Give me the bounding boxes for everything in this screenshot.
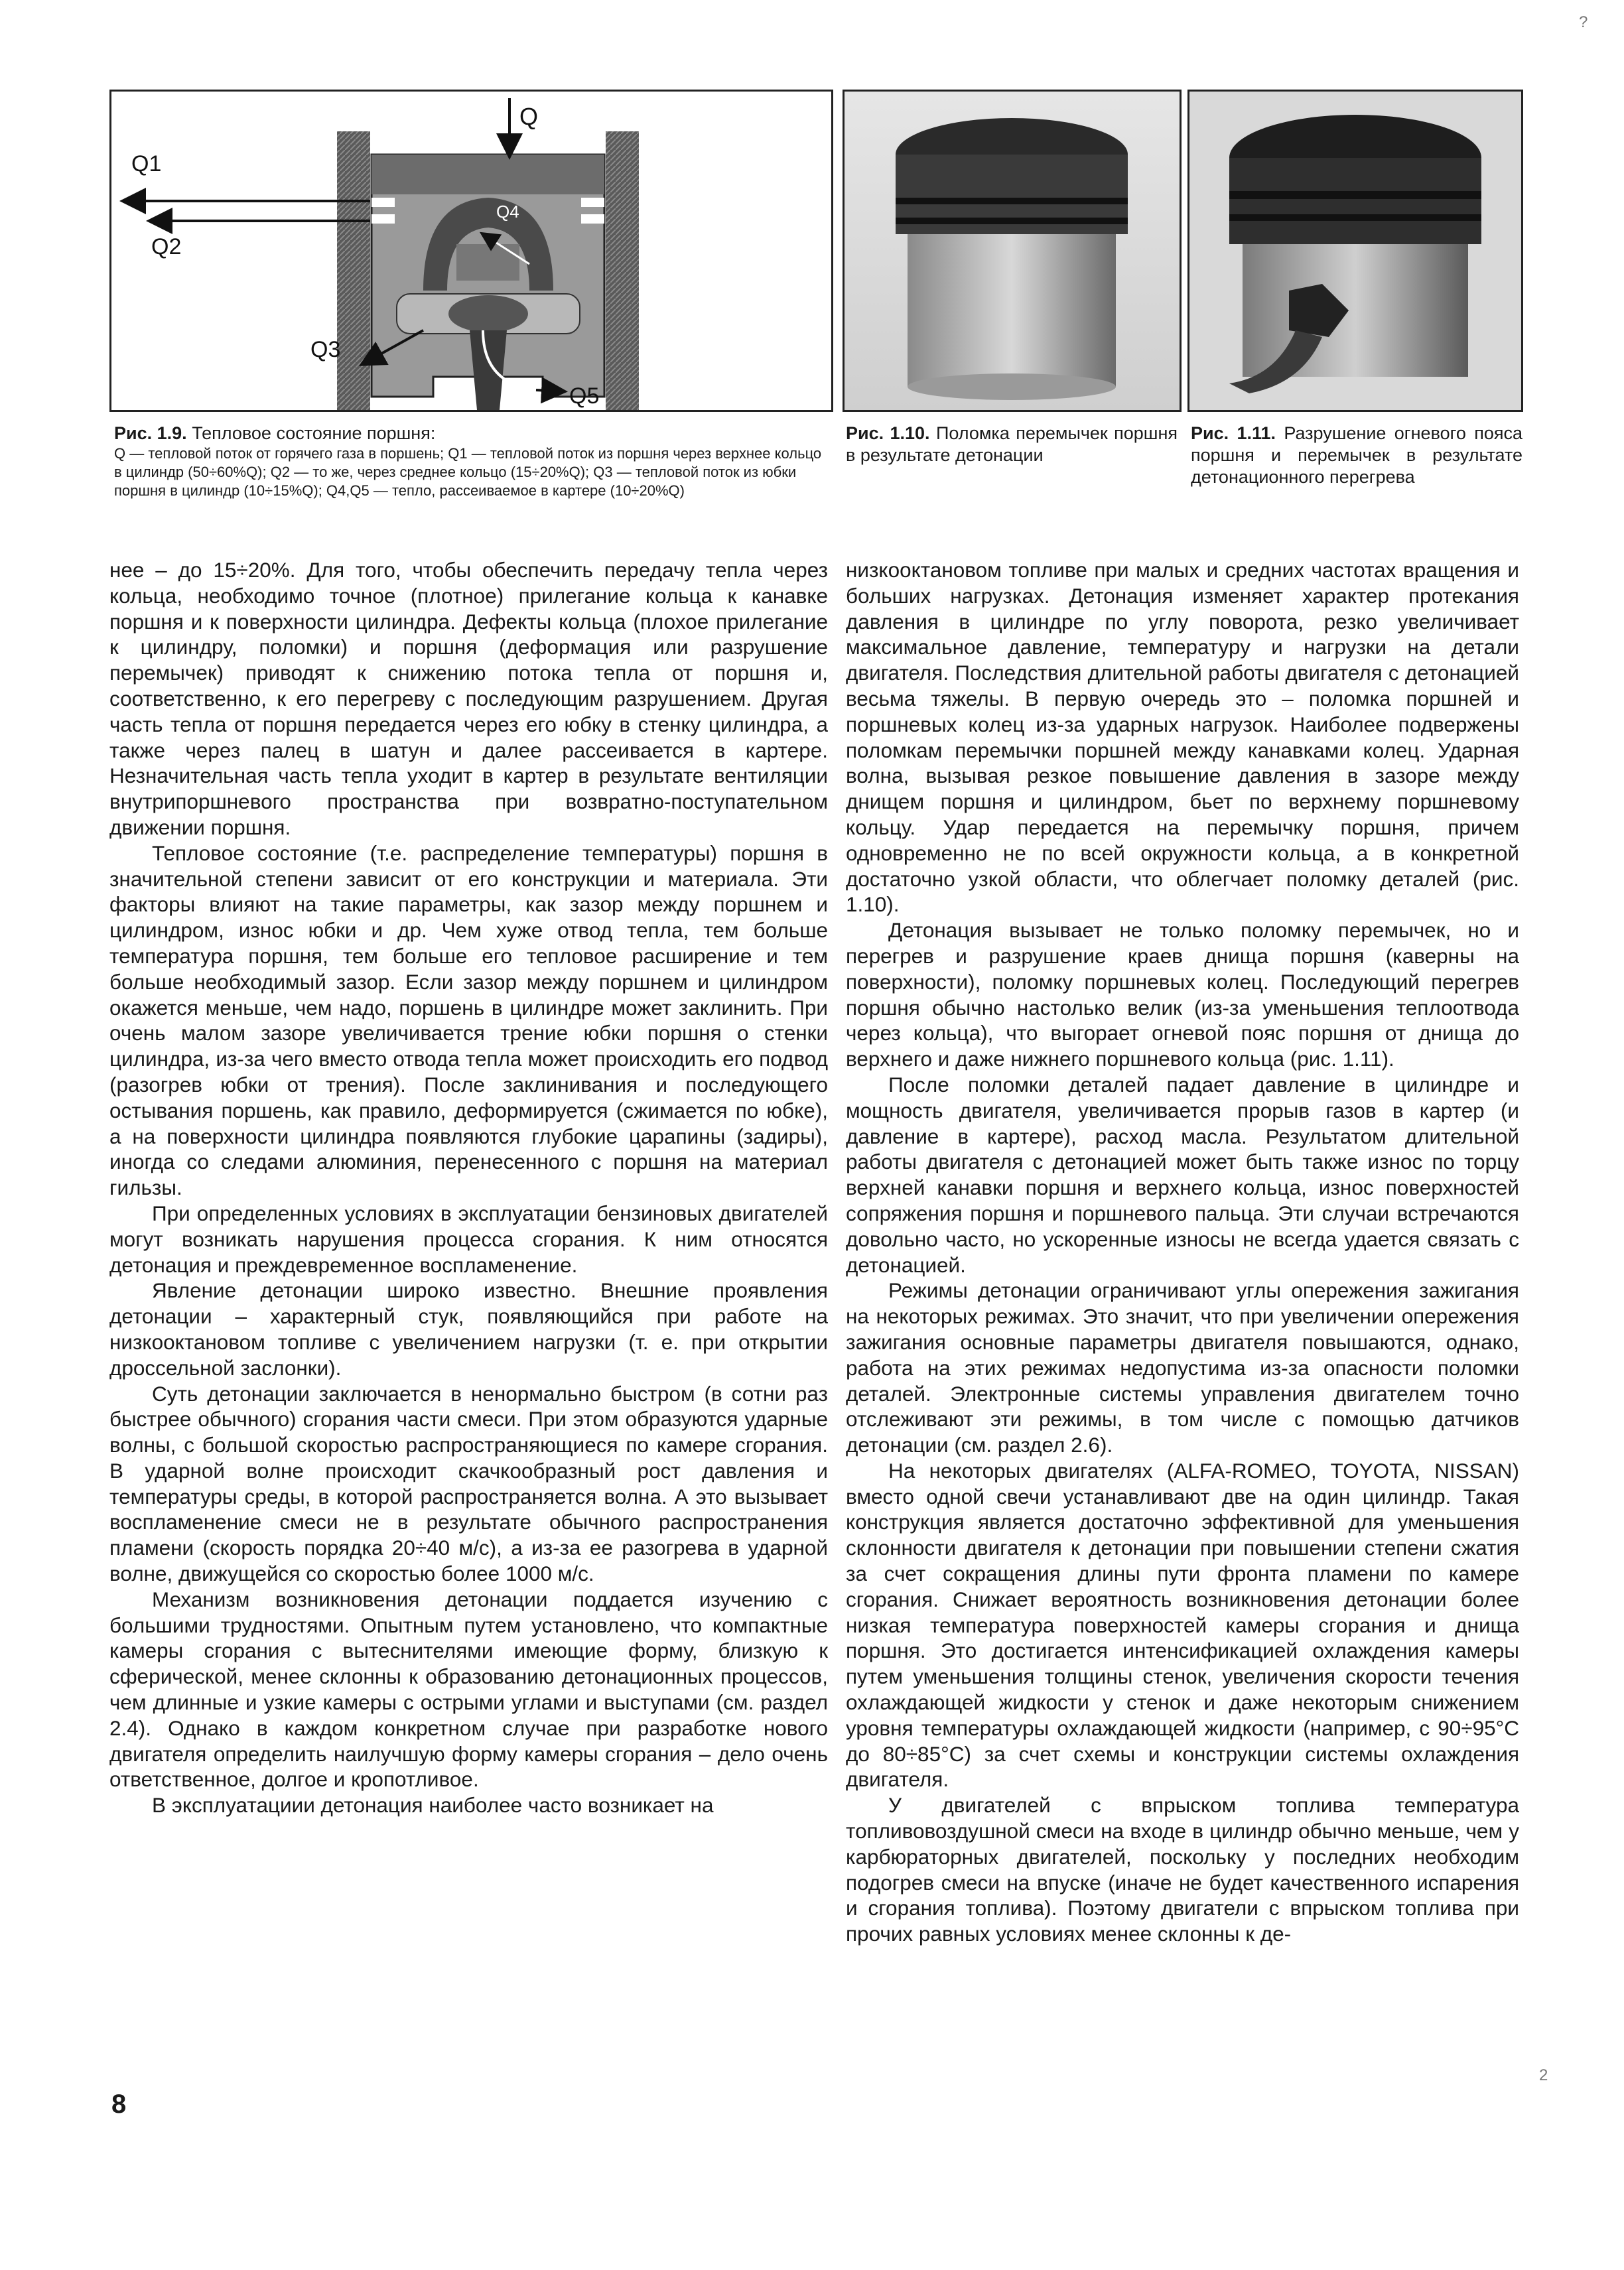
figure-1-10 [843, 90, 1182, 412]
caption-1-11-text: Разрушение огневого пояса поршня и перемычек в результате детонационного перегрева [1191, 423, 1522, 487]
margin-mark: 2 [1539, 2066, 1548, 2084]
label-q5: Q5 [569, 383, 600, 409]
label-q4: Q4 [496, 202, 519, 222]
paragraph: Явление детонации широко известно. Внешние проявления детонации – характерный стук, появляющийся при работе на низкооктановом топливе с увеличением нагрузки (т. е. при открытии дроссельной заслонки). [109, 1278, 828, 1380]
caption-1-9-text: Тепловое состояние поршня: [192, 423, 436, 443]
paragraph: Механизм возникновения детонации поддается изучению с большими трудностями. Опытным путем установлено, что компактные камеры сгорания с вытеснителями имеющие форму, близкую к сферической, менее склонны к образованию детонационных процессов, чем длинные и узкие камеры с острыми углами и выступами (см. раздел 2.4). Однако в каждом конкретном случае при разработке нового двигателя определить наилучшую форму камеры сгорания – дело очень ответственное, долгое и кропотливое. [109, 1587, 828, 1792]
label-q2: Q2 [151, 234, 182, 259]
caption-figure-1-11 [1191, 423, 1522, 488]
caption-1-11-title: Рис. 1.11. [1191, 423, 1276, 443]
photo-broken-piston [845, 92, 1180, 410]
figure-1-9 [109, 90, 833, 412]
photo-destroyed-piston [1189, 92, 1521, 410]
paragraph: Режимы детонации ограничивают углы опережения зажигания на некоторых режимах. Это значит, что при увеличении опережения зажигания основные параметры двигателя повышаются, однако, работа на этих режимах недопустима из-за опасности поломки деталей. Электронные системы управления двигателем точно отслеживают эти режимы, в том числе с помощью датчиков детонации (см. раздел 2.6). [846, 1278, 1519, 1457]
paragraph: Тепловое состояние (т.е. распределение температуры) поршня в значительной степени зависит от его конструкции и материала. Эти факторы влияют на такие параметры, как зазор между поршнем и цилиндром, износ юбки и др. Чем хуже отвод тепла, тем больше температура поршня, тем больше его тепловое расширение и тем больше необходимый зазор. Если зазор между поршнем и цилиндром окажется меньше, чем надо, поршень в цилиндре может заклинить. При очень малом зазоре увеличивается трение юбки поршня о стенки цилиндра, из-за чего вместо отвода тепла может происходить его подвод (разогрев юбки от трения). После заклинивания и последующего остывания поршень, как правило, деформируется (сжимается по юбке), а на поверхности цилиндра появляются глубокие царапины (задиры), иногда со следами алюминия, перенесенного с поршня на материал гильзы. [109, 840, 828, 1200]
arrow-q5 [536, 390, 563, 391]
paragraph: После поломки деталей падает давление в цилиндре и мощность двигателя, увеличивается прорыв газов в картер (и давление в картере), расход масла. Результатом длительной работы двигателя с детонацией может быть также износ по торцу верхней канавки поршня и верхнего кольца, износ поверхностей сопряжения поршня и поршневого пальца. Эти случаи встречаются довольно часто, но ускоренные износы не всегда удается связать с детонацией. [846, 1072, 1519, 1277]
left-text-column [109, 557, 828, 1818]
caption-figure-1-9 [114, 423, 831, 500]
paragraph: При определенных условиях в эксплуатации бензиновых двигателей могут возникать нарушения процесса сгорания. К ним относятся детонация и преждевременное воспламенение. [109, 1201, 828, 1277]
paragraph: У двигателей с впрыском топлива температура топливовоздушной смеси на входе в цилиндр обычно меньше, чем у карбюраторных двигателей, поскольку у последних необходим подогрев смеси на впуске (иначе не будет качественного испарения и сгорания топлива). Поэтому двигатели с впрыском топлива при прочих равных условиях менее склонны к де- [846, 1793, 1519, 1946]
page-number: 8 [111, 2090, 127, 2119]
paragraph: На некоторых двигателях (ALFA-ROMEO, TOYOTA, NISSAN) вместо одной свечи устанавливают две на один цилиндр. Такая конструкция является достаточно эффективной для уменьшения склонности двигателя к детонации при повышении степени сжатия за счет сокращения длины пути фронта пламени по камере сгорания. Снижает вероятность возникновения детонации более низкая температура поверхностей камеры сгорания и днища поршня. Это достигается интенсификацией охлаждения камеры путем уменьшения толщины стенок, увеличения скорости течения охлаждающей жидкости у стенок и даже некоторым снижением уровня температуры охлаждающей жидкости (например, с 90÷95°C до 80÷85°C) за счет схемы и конструкции системы охлаждения двигателя. [846, 1458, 1519, 1792]
caption-1-10-title: Рис. 1.10. [846, 423, 930, 443]
paragraph: низкооктановом топливе при малых и средних частотах вращения и больших нагрузках. Детонация изменяет характер протекания давления в цилиндре по углу поворота, резко увеличивает максимальное давление, температуру и нагрузки на детали двигателя. Последствия длительной работы двигателя с детонацией весьма тяжелы. В первую очередь это – поломка поршней и поршневых колец из-за ударных нагрузок. Наиболее подвержены поломкам перемычки поршней между канавками колец. Ударная волна, вызывая резкое повышение давления в зазоре между днищем поршня и цилиндром, бьет по верхнему поршневому кольцу. Удар передается на перемычку поршня, причем одновременно не по всей окружности кольца, а в конкретной достаточно узкой области, что облегчает поломку деталей (рис. 1.10). [846, 558, 1519, 917]
caption-1-9-detail: Q — тепловой поток от горячего газа в поршень; Q1 — тепловой поток из поршня через верхнее кольцо в цилиндр (50÷60%Q); Q2 — то же, через среднее кольцо (15÷20%Q); Q3 — тепловой поток из юбки поршня в цилиндр (10÷15%Q); Q4,Q5 — тепло, рассеиваемое в картере (10÷20%Q) [114, 445, 822, 499]
paragraph: Детонация вызывает не только поломку перемычек, но и перегрев и разрушение краев днища поршня (каверны на поверхности), поломку поршневых колец. Последующий перегрев поршня обычно настолько велик (из-за уменьшения теплоотвода через кольца), что выгорает огневой пояс поршня от днища до верхнего и даже нижнего поршневого кольца (рис. 1.11). [846, 918, 1519, 1071]
piston-crown [372, 155, 604, 194]
paragraph: В эксплуатациии детонация наиболее часто возникает на [152, 1793, 714, 1818]
right-text-column [846, 557, 1519, 1947]
paragraph: Суть детонации заключается в ненормально быстром (в сотни раз быстрее обычного) сгорания части смеси. При этом образуются ударные волны, с большой скоростью распространяющиеся по камере сгорания. В ударной волне происходит скачкообразный рост давления и температуры среды, в которой распространяется волна. А это вызывает воспламенение смеси не в результате обычного распространения пламени (скорость порядка 20÷40 м/с), а из-за ее разогрева в ударной волне, движущейся со скоростью более 1000 м/с. [109, 1381, 828, 1586]
caption-1-10-text: Поломка перемычек поршня в результате детонации [846, 423, 1178, 465]
label-q1: Q1 [131, 151, 162, 176]
figure-1-11 [1187, 90, 1523, 412]
caption-1-9-title: Рис. 1.9. [114, 423, 187, 443]
cylinder-wall-left [337, 131, 370, 410]
margin-mark: ? [1579, 13, 1588, 31]
caption-figure-1-10 [846, 423, 1178, 466]
cylinder-wall-right [606, 131, 639, 410]
piston-boss [456, 244, 519, 281]
paragraph: нее – до 15÷20%. Для того, чтобы обеспечить передачу тепла через кольца, необходимо точное (плотное) прилегание кольца к канавке поршня и к поверхности цилиндра. Дефекты кольца (плохое прилегание к цилиндру, поломки) и поршня (деформация или разрушение перемычек) приводят к снижению потока тепла от поршня и, соответственно, к его перегреву с последующим разрушением. Другая часть тепла от поршня передается через его юбку в стенку цилиндра, а также через палец в шатун и далее рассеивается в картере. Незначительная часть тепла уходит в картер в результате вентиляции внутрипоршневого пространства при возвратно-поступательном движении поршня. [109, 558, 828, 839]
piston-heat-diagram [111, 92, 831, 410]
connecting-rod [470, 330, 507, 410]
label-q: Q [519, 103, 539, 130]
label-q3: Q3 [310, 337, 341, 362]
pin-boss [448, 295, 528, 332]
